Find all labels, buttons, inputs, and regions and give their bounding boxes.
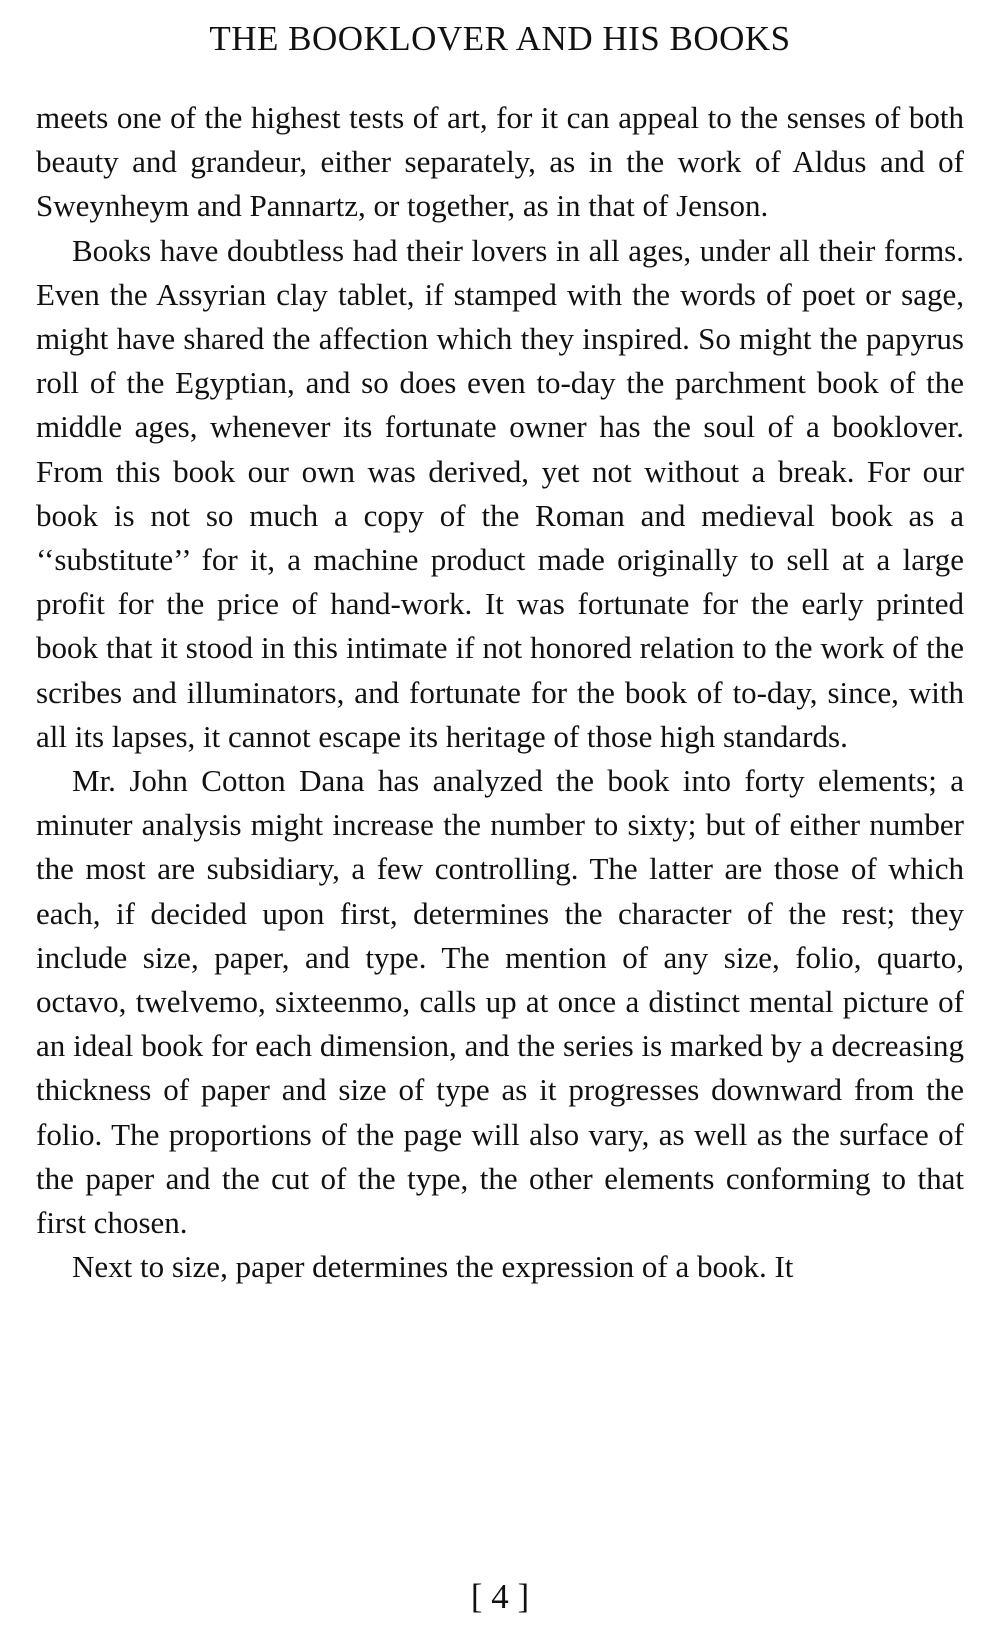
body-text	[36, 96, 964, 1289]
paragraph-paper: Next to size, paper determines the expression of a book. It	[72, 1249, 794, 1285]
running-head: THE BOOKLOVER AND HIS BOOKS	[209, 19, 791, 58]
paragraph-continued: meets one of the highest tests of art, for it can appeal to the senses of both beauty and grandeur, either separately, as in the work of Aldus and of Sweynheym and Pannartz, or together, as in that of Jenson.	[36, 100, 964, 224]
page-number: [ 4 ]	[470, 1577, 530, 1616]
paragraph-dana-analysis: Mr. John Cotton Dana has analyzed the book into forty elements; a minuter analysis might increase the number to sixty; but of either number the most are subsidiary, a few controlling. The latter are those of which each, if decided upon first, determines the character of the rest; they include size, paper, and type. The mention of any size, folio, quarto, octavo, twelvemo, sixteenmo, calls up at once a distinct mental picture of an ideal book for each dimension, and the series is marked by a decreasing thickness of paper and size of type as it progresses downward from the folio. The proportions of the page will also vary, as well as the surface of the paper and the cut of the type, the other elements conforming to that first chosen.	[36, 763, 964, 1241]
paragraph-booklovers: Books have doubtless had their lovers in all ages, under all their forms. Even the Assyrian clay tablet, if stamped with the words of poet or sage, might have shared the affection which they inspired. So might the papyrus roll of the Egyptian, and so does even to-day the parchment book of the middle ages, whenever its fortunate owner has the soul of a booklover. From this book our own was derived, yet not without a break. For our book is not so much a copy of the Roman and medieval book as a ‘‘substitute’’ for it, a machine product made originally to sell at a large profit for the price of hand-work. It was fortunate for the early printed book that it stood in this intimate if not honored relation to the work of the scribes and illuminators, and fortunate for the book of to-day, since, with all its lapses, it cannot escape its heritage of those high standards.	[36, 232, 964, 754]
